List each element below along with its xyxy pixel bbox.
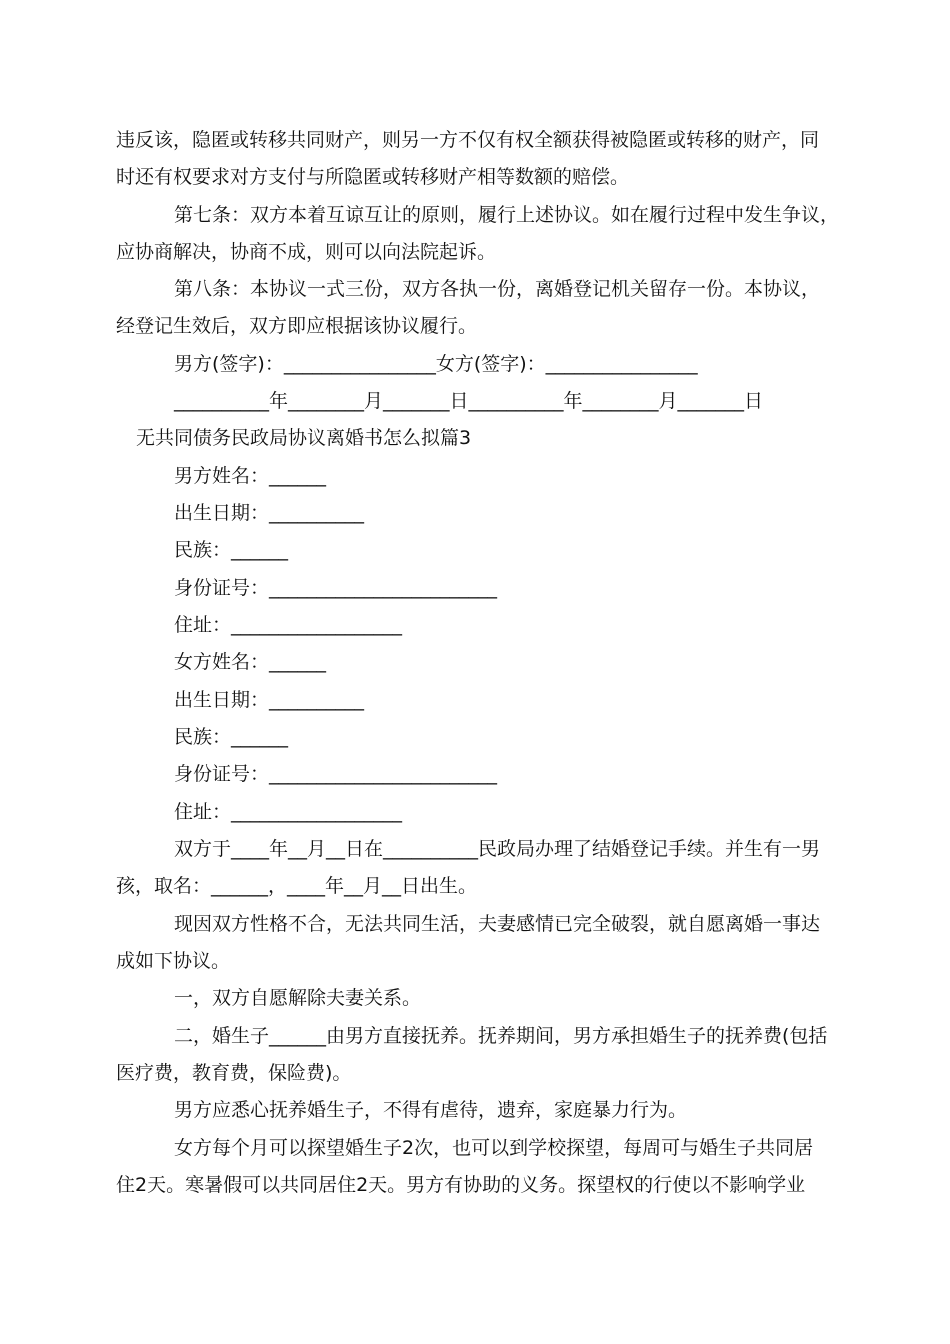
- paragraph-reason: 现因双方性格不合，无法共同生活，夫妻感情已完全破裂，就自愿离婚一事达: [174, 913, 821, 935]
- field-male-address: 住址：__________________: [174, 614, 403, 636]
- field-male-ethnicity: 民族：______: [174, 539, 289, 561]
- text-line: 孩，取名：______，____年__月__日出生。: [116, 875, 478, 897]
- paragraph-visitation: 女方每个月可以探望婚生子2次，也可以到学校探望，每周可与婚生子共同居: [174, 1137, 814, 1159]
- paragraph-article-8: 第八条：本协议一式三份，双方各执一份，离婚登记机关留存一份。本协议，: [174, 278, 821, 300]
- field-female-ethnicity: 民族：______: [174, 726, 289, 748]
- field-male-birthdate: 出生日期：__________: [174, 502, 365, 524]
- text-line: 应协商解决，协商不成，则可以向法院起诉。: [116, 241, 497, 263]
- field-female-id-number: 身份证号：________________________: [174, 763, 498, 785]
- signature-line: 男方(签字)：________________女方(签字)：________________: [174, 353, 698, 375]
- date-line: __________年________月_______日__________年________月_______日: [174, 390, 764, 412]
- clause-1: 一，双方自愿解除夫妻关系。: [174, 987, 422, 1009]
- paragraph-article-7: 第七条：双方本着互谅互让的原则，履行上述协议。如在履行过程中发生争议，: [174, 204, 840, 226]
- field-male-id-number: 身份证号：________________________: [174, 577, 498, 599]
- section-title: 无共同债务民政局协议离婚书怎么拟篇3: [136, 427, 472, 449]
- text-line: 经登记生效后，双方即应根据该协议履行。: [116, 315, 478, 337]
- clause-2: 二，婚生子______由男方直接抚养。抚养期间，男方承担婚生子的抚养费(包括: [174, 1025, 828, 1047]
- text-line: 违反该，隐匿或转移共同财产，则另一方不仅有权全额获得被隐匿或转移的财产，同: [116, 129, 820, 151]
- text-line: 住2天。寒暑假可以共同居住2天。男方有协助的义务。探望权的行使以不影响学业: [116, 1174, 806, 1196]
- text-line: 医疗费，教育费，保险费)。: [116, 1062, 352, 1084]
- field-female-address: 住址：__________________: [174, 801, 403, 823]
- field-female-birthdate: 出生日期：__________: [174, 689, 365, 711]
- text-line: 时还有权要求对方支付与所隐匿或转移财产相等数额的赔偿。: [116, 166, 630, 188]
- field-female-name: 女方姓名：______: [174, 651, 327, 673]
- field-male-name: 男方姓名：______: [174, 465, 327, 487]
- text-line: 成如下协议。: [116, 950, 231, 972]
- paragraph-care-duty: 男方应悉心抚养婚生子，不得有虐待，遗弃，家庭暴力行为。: [174, 1099, 688, 1121]
- paragraph-marriage-registration: 双方于____年__月__日在__________民政局办理了结婚登记手续。并生有一男: [174, 838, 821, 860]
